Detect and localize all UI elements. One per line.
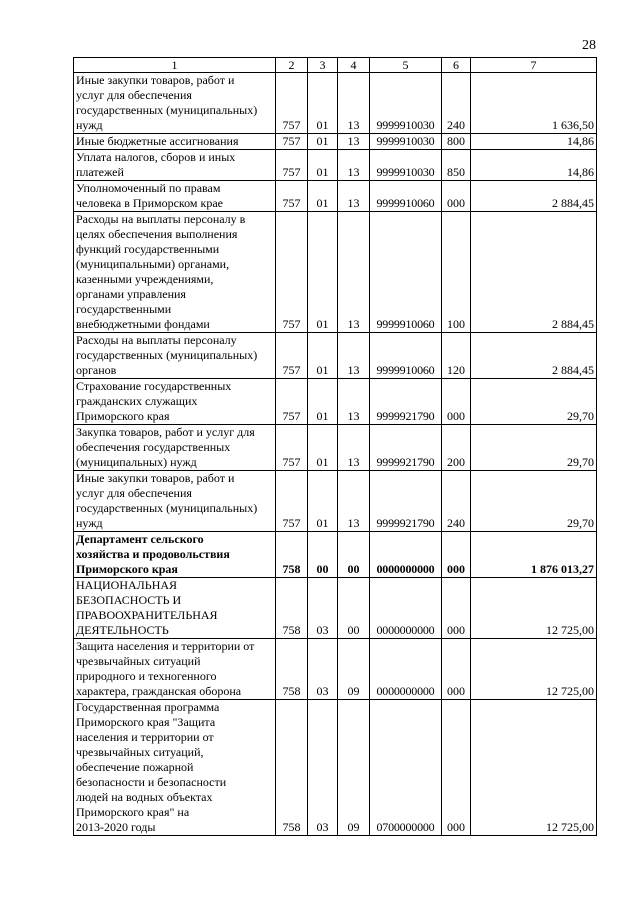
row-name-line: казенными учреждениями, xyxy=(76,272,214,286)
target-article-code: 9999910030 xyxy=(370,150,442,181)
table-row xyxy=(74,532,597,578)
ministry-code: 757 xyxy=(276,212,308,333)
ministry-code: 757 xyxy=(276,425,308,471)
row-name-line: гражданских служащих xyxy=(76,394,198,408)
amount: 12 725,00 xyxy=(471,639,597,700)
section-code: 01 xyxy=(308,212,338,333)
section-code: 01 xyxy=(308,425,338,471)
row-name-line: Страхование государственных xyxy=(76,379,232,393)
amount: 2 884,45 xyxy=(471,333,597,379)
amount: 12 725,00 xyxy=(471,700,597,836)
row-name-line: Приморского края" на xyxy=(76,805,190,819)
target-article-code: 9999910060 xyxy=(370,181,442,212)
target-article-code: 9999910030 xyxy=(370,134,442,150)
expense-type-code: 000 xyxy=(442,639,471,700)
target-article-code: 9999910060 xyxy=(370,333,442,379)
header-cell-3: 3 xyxy=(308,58,338,73)
row-name-line: людей на водных объектах xyxy=(76,790,213,804)
row-name-line: населения и территории от xyxy=(76,730,214,744)
row-name-line: услуг для обеспечения xyxy=(76,486,192,500)
row-name-line: государственных (муниципальных) xyxy=(76,348,258,362)
table-row xyxy=(74,333,597,379)
row-name xyxy=(74,212,276,333)
table-row xyxy=(74,425,597,471)
row-name xyxy=(74,134,276,150)
ministry-code: 758 xyxy=(276,578,308,639)
amount: 12 725,00 xyxy=(471,578,597,639)
section-code: 01 xyxy=(308,73,338,134)
section-code: 03 xyxy=(308,578,338,639)
row-name-line: государственными xyxy=(76,302,172,316)
expense-type-code: 240 xyxy=(442,73,471,134)
target-article-code: 9999921790 xyxy=(370,471,442,532)
ministry-code: 758 xyxy=(276,639,308,700)
row-name-line: Иные бюджетные ассигнования xyxy=(76,134,239,148)
section-code: 01 xyxy=(308,150,338,181)
row-name-line: Иные закупки товаров, работ и xyxy=(76,73,235,87)
row-name-line: обеспечения государственных xyxy=(76,440,231,454)
header-cell-6: 6 xyxy=(442,58,471,73)
row-name xyxy=(74,700,276,836)
row-name-line: платежей xyxy=(76,165,124,179)
subsection-code: 00 xyxy=(338,532,370,578)
row-name-line: Закупка товаров, работ и услуг для xyxy=(76,425,255,439)
row-name xyxy=(74,150,276,181)
row-name-line: функций государственными xyxy=(76,242,220,256)
row-name xyxy=(74,639,276,700)
row-name-line: Департамент сельского xyxy=(76,532,204,546)
header-cell-2: 2 xyxy=(276,58,308,73)
table-row xyxy=(74,639,597,700)
row-name-line: Иные закупки товаров, работ и xyxy=(76,471,235,485)
table-body xyxy=(74,73,597,836)
row-name-line: Приморского края "Защита xyxy=(76,715,216,729)
section-code: 03 xyxy=(308,639,338,700)
row-name-line: (муниципальными) органами, xyxy=(76,257,230,271)
row-name-line: органов xyxy=(76,363,117,377)
amount: 29,70 xyxy=(471,379,597,425)
expense-type-code: 000 xyxy=(442,532,471,578)
target-article-code: 9999921790 xyxy=(370,379,442,425)
expense-type-code: 800 xyxy=(442,134,471,150)
subsection-code: 13 xyxy=(338,425,370,471)
row-name-line: НАЦИОНАЛЬНАЯ xyxy=(76,578,178,592)
row-name xyxy=(74,379,276,425)
page-number: 28 xyxy=(582,38,596,53)
row-name-line: человека в Приморском крае xyxy=(76,196,223,210)
expense-type-code: 240 xyxy=(442,471,471,532)
amount: 29,70 xyxy=(471,471,597,532)
header-cell-4: 4 xyxy=(338,58,370,73)
subsection-code: 13 xyxy=(338,181,370,212)
row-name xyxy=(74,333,276,379)
row-name xyxy=(74,73,276,134)
row-name-line: Приморского края xyxy=(76,562,178,576)
row-name-line: чрезвычайных ситуаций, xyxy=(76,745,204,759)
ministry-code: 758 xyxy=(276,700,308,836)
row-name-line: характера, гражданская оборона xyxy=(76,684,242,698)
section-code: 01 xyxy=(308,379,338,425)
row-name-line: безопасности и безопасности xyxy=(76,775,227,789)
table-row xyxy=(74,212,597,333)
table-row xyxy=(74,73,597,134)
subsection-code: 13 xyxy=(338,150,370,181)
subsection-code: 09 xyxy=(338,639,370,700)
subsection-code: 13 xyxy=(338,134,370,150)
row-name-line: государственных (муниципальных) xyxy=(76,501,258,515)
target-article-code: 9999910030 xyxy=(370,73,442,134)
section-code: 01 xyxy=(308,134,338,150)
row-name-line: обеспечение пожарной xyxy=(76,760,194,774)
subsection-code: 00 xyxy=(338,578,370,639)
table-row xyxy=(74,578,597,639)
row-name-line: целях обеспечения выполнения xyxy=(76,227,238,241)
row-name-line: чрезвычайных ситуаций xyxy=(76,654,201,668)
target-article-code: 0000000000 xyxy=(370,578,442,639)
header-cell-1: 1 xyxy=(74,58,276,73)
section-code: 01 xyxy=(308,181,338,212)
row-name-line: Уплата налогов, сборов и иных xyxy=(76,150,236,164)
row-name-line: Расходы на выплаты персоналу в xyxy=(76,212,246,226)
ministry-code: 757 xyxy=(276,150,308,181)
budget-table xyxy=(73,57,597,836)
subsection-code: 13 xyxy=(338,212,370,333)
expense-type-code: 000 xyxy=(442,181,471,212)
target-article-code: 9999921790 xyxy=(370,425,442,471)
ministry-code: 757 xyxy=(276,73,308,134)
target-article-code: 9999910060 xyxy=(370,212,442,333)
row-name-line: хозяйства и продовольствия xyxy=(76,547,230,561)
row-name-line: ДЕЯТЕЛЬНОСТЬ xyxy=(76,623,169,637)
ministry-code: 757 xyxy=(276,181,308,212)
expense-type-code: 100 xyxy=(442,212,471,333)
expense-type-code: 000 xyxy=(442,379,471,425)
row-name-line: природного и техногенного xyxy=(76,669,217,683)
ministry-code: 757 xyxy=(276,471,308,532)
amount: 1 876 013,27 xyxy=(471,532,597,578)
row-name-line: Уполномоченный по правам xyxy=(76,181,221,195)
row-name xyxy=(74,578,276,639)
table-row xyxy=(74,379,597,425)
row-name xyxy=(74,532,276,578)
section-code: 03 xyxy=(308,700,338,836)
expense-type-code: 000 xyxy=(442,578,471,639)
subsection-code: 13 xyxy=(338,379,370,425)
row-name xyxy=(74,425,276,471)
row-name-line: Государственная программа xyxy=(76,700,220,714)
row-name xyxy=(74,471,276,532)
ministry-code: 758 xyxy=(276,532,308,578)
row-name-line: внебюджетными фондами xyxy=(76,317,210,331)
row-name-line: нужд xyxy=(76,516,103,530)
expense-type-code: 000 xyxy=(442,700,471,836)
section-code: 01 xyxy=(308,333,338,379)
row-name-line: ПРАВООХРАНИТЕЛЬНАЯ xyxy=(76,608,218,622)
section-code: 01 xyxy=(308,471,338,532)
row-name-line: Приморского края xyxy=(76,409,170,423)
expense-type-code: 200 xyxy=(442,425,471,471)
subsection-code: 13 xyxy=(338,73,370,134)
subsection-code: 13 xyxy=(338,471,370,532)
table-row xyxy=(74,134,597,150)
table-row xyxy=(74,181,597,212)
table-row xyxy=(74,150,597,181)
row-name-line: (муниципальных) нужд xyxy=(76,455,197,469)
row-name-line: БЕЗОПАСНОСТЬ И xyxy=(76,593,182,607)
header-cell-7: 7 xyxy=(471,58,597,73)
amount: 14,86 xyxy=(471,134,597,150)
expense-type-code: 120 xyxy=(442,333,471,379)
amount: 2 884,45 xyxy=(471,212,597,333)
header-cell-5: 5 xyxy=(370,58,442,73)
amount: 29,70 xyxy=(471,425,597,471)
subsection-code: 13 xyxy=(338,333,370,379)
row-name xyxy=(74,181,276,212)
table-row xyxy=(74,471,597,532)
table-row xyxy=(74,700,597,836)
expense-type-code: 850 xyxy=(442,150,471,181)
row-name-line: Защита населения и территории от xyxy=(76,639,255,653)
row-name-line: Расходы на выплаты персоналу xyxy=(76,333,237,347)
row-name-line: 2013-2020 годы xyxy=(76,820,156,834)
row-name-line: государственных (муниципальных) xyxy=(76,103,258,117)
ministry-code: 757 xyxy=(276,379,308,425)
target-article-code: 0000000000 xyxy=(370,639,442,700)
amount: 1 636,50 xyxy=(471,73,597,134)
target-article-code: 0700000000 xyxy=(370,700,442,836)
row-name-line: нужд xyxy=(76,118,103,132)
header-row xyxy=(74,58,597,73)
row-name-line: органами управления xyxy=(76,287,186,301)
row-name-line: услуг для обеспечения xyxy=(76,88,192,102)
subsection-code: 09 xyxy=(338,700,370,836)
amount: 2 884,45 xyxy=(471,181,597,212)
target-article-code: 0000000000 xyxy=(370,532,442,578)
ministry-code: 757 xyxy=(276,134,308,150)
section-code: 00 xyxy=(308,532,338,578)
ministry-code: 757 xyxy=(276,333,308,379)
amount: 14,86 xyxy=(471,150,597,181)
